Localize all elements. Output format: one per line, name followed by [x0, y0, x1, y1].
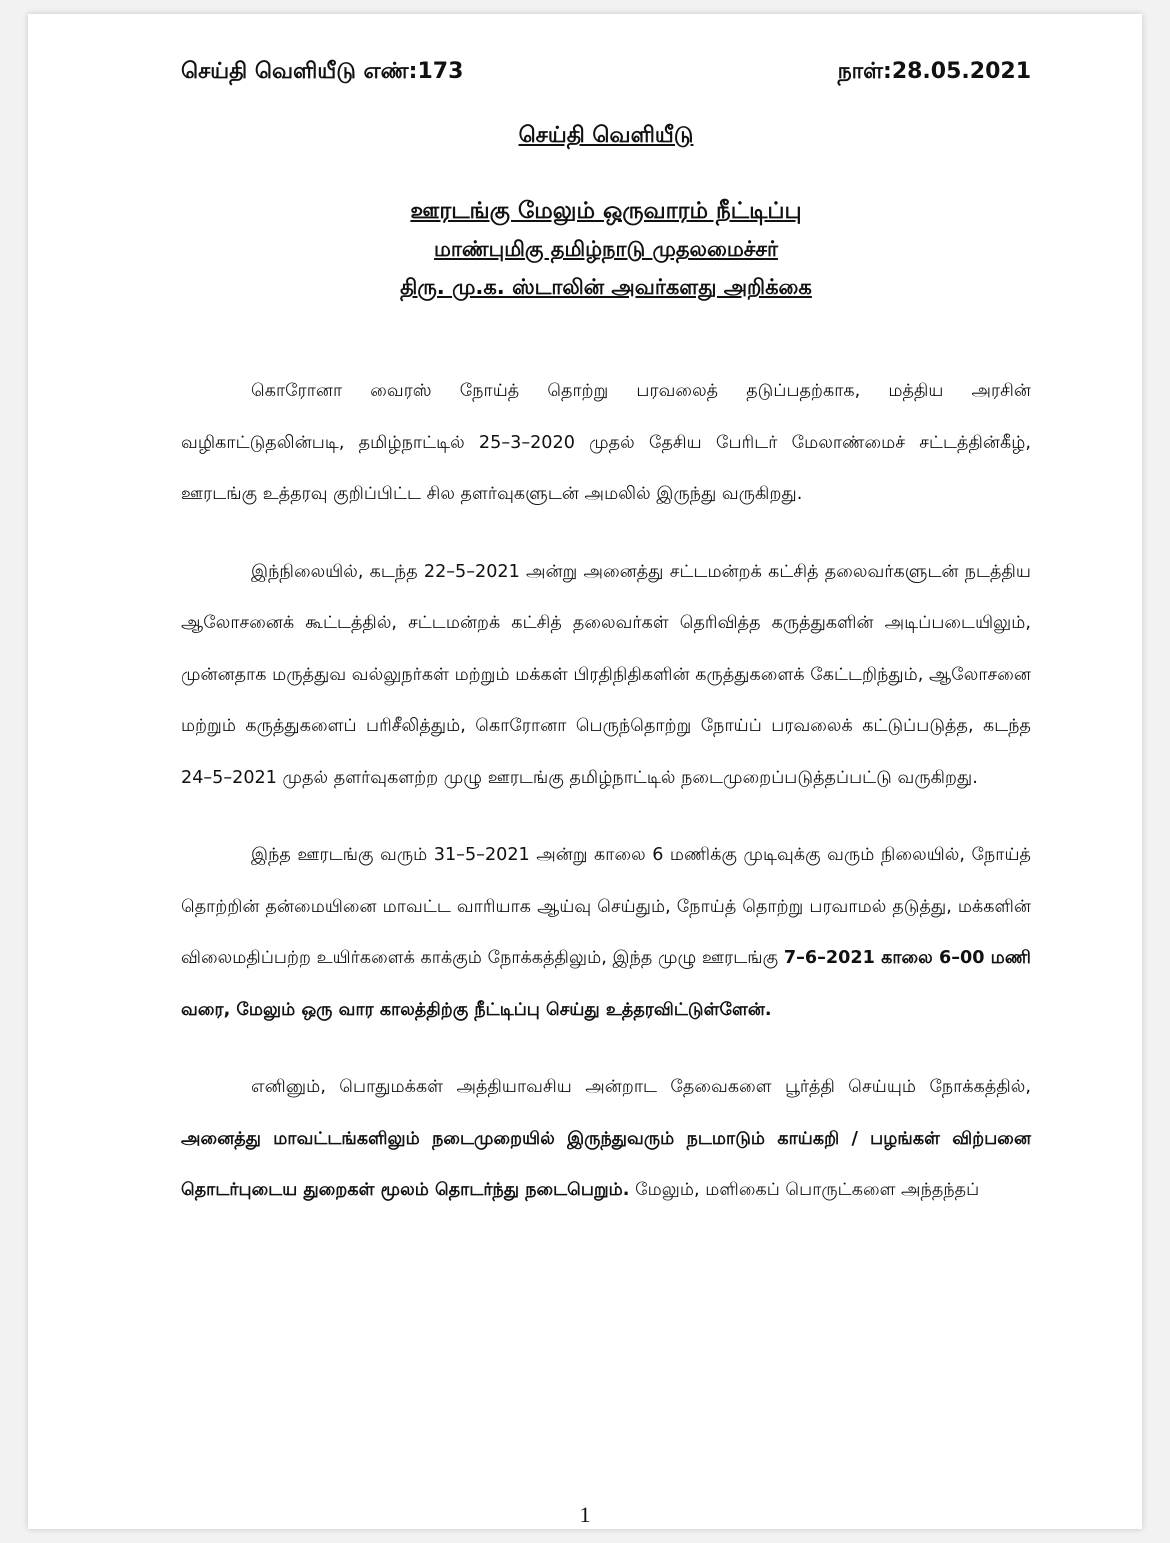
paragraph-2: இந்நிலையில், கடந்த 22–5–2021 அன்று அனைத்து சட்டமன்றக் கட்சித் தலைவர்களுடன் நடத்திய ஆலோசனைக் கூட்டத்தில், சட்டமன்றக் கட்சித் தலைவர்கள் தெரிவித்த கருத்துகளின் அடிப்படையிலும், முன்னதாக மருத்துவ வல்லுநர்கள் மற்றும் மக்கள் பிரதிநிதிகளின் கருத்துகளைக் கேட்டறிந்தும், ஆலோசனை மற்றும் கருத்துகளைப் பரிசீலித்தும், கொரோனா பெருந்தொற்று நோய்ப் பரவலைக் கட்டுப்படுத்த, கடந்த 24–5–2021 முதல் தளர்வுகளற்ற முழு ஊரடங்கு தமிழ்நாட்டில் நடைமுறைப்படுத்தப்பட்டு வருகிறது. — [181, 561, 1031, 788]
header-row — [181, 54, 1031, 90]
release-date: நாள்:28.05.2021 — [837, 59, 1031, 84]
headline-subtitle: மாண்புமிகு தமிழ்நாடு முதலமைச்சர் — [434, 237, 778, 261]
paragraph-3-text: இந்த ஊரடங்கு வரும் 31–5–2021 அன்று காலை 6 மணிக்கு முடிவுக்கு வரும் நிலையில், நோய்த் தொற்றின் தன்மையினை மாவட்ட வாரியாக ஆய்வு செய்தும், நோய்த் தொற்று பரவாமல் தடுத்து, மக்களின் விலைமதிப்பற்ற உயிர்களைக் காக்கும் நோக்கத்திலும், இந்த முழு ஊரடங்கு — [181, 845, 1031, 968]
press-release-title: செய்தி வெளியீடு — [518, 123, 694, 148]
document-page — [28, 14, 1142, 1529]
paragraph-4-bold-text: அனைத்து மாவட்டங்களிலும் நடைமுறையில் இருந்துவரும் நடமாடும் காய்கறி / பழங்கள் விற்பனை தொடர்புடைய துறைகள் மூலம் தொடர்ந்து நடைபெறும். — [181, 1128, 1031, 1200]
headline-main: ஊரடங்கு மேலும் ஒருவாரம் நீட்டிப்பு — [410, 198, 802, 224]
paragraph-4-text: எனினும், பொதுமக்கள் அத்தியாவசிய அன்றாட தேவைகளை பூர்த்தி செய்யும் நோக்கத்தில், — [251, 1077, 1031, 1097]
paragraph-3-bold-text: 7–6–2021 காலை 6–00 மணி வரை, மேலும் ஒரு வார காலத்திற்கு நீட்டிப்பு செய்து உத்தரவிட்டுள்ளேன். — [181, 948, 1031, 1020]
headline-author: திரு. மு.க. ஸ்டாலின் அவர்களது அறிக்கை — [400, 275, 812, 299]
paragraph-3 — [181, 830, 1031, 1036]
paragraph-1: கொரோனா வைரஸ் நோய்த் தொற்று பரவலைத் தடுப்பதற்காக, மத்திய அரசின் வழிகாட்டுதலின்படி, தமிழ்நாட்டில் 25–3–2020 முதல் தேசிய பேரிடர் மேலாண்மைச் சட்டத்தின்கீழ், ஊரடங்கு உத்தரவு குறிப்பிட்ட சில தளர்வுகளுடன் அமலில் இருந்து வருகிறது. — [181, 381, 1031, 504]
paragraph-4-tail-text: மேலும், மளிகைப் பொருட்களை அந்தந்தப் — [629, 1180, 980, 1200]
release-number: செய்தி வெளியீடு எண்:173 — [181, 59, 464, 84]
paragraph-4 — [181, 1062, 1031, 1217]
document-content — [181, 54, 1031, 1217]
page-number: 1 — [579, 1502, 591, 1527]
